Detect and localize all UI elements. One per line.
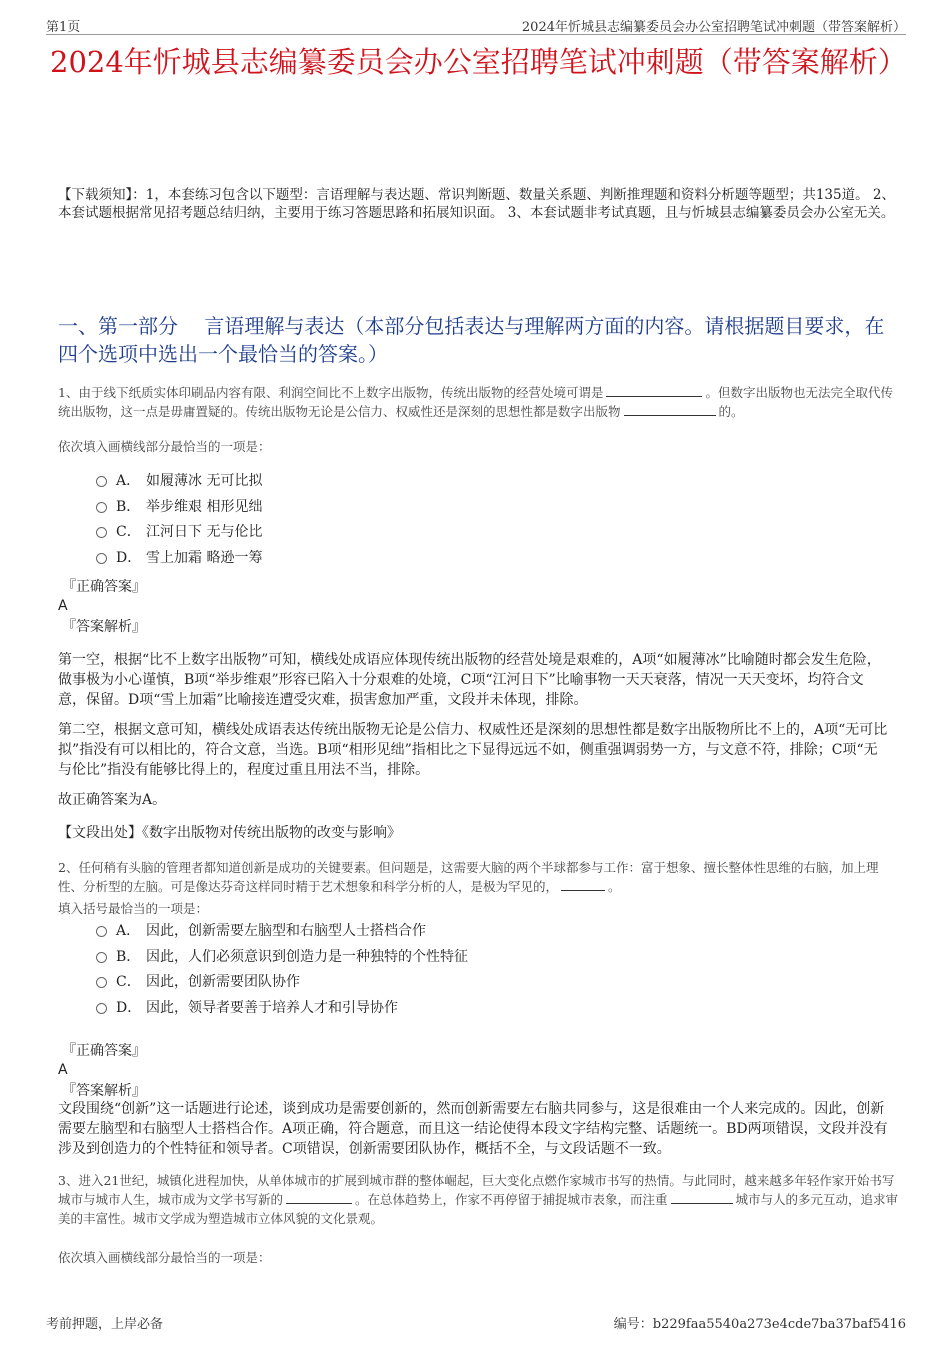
option-key: B． xyxy=(116,499,141,515)
section-heading: 一、第一部分 言语理解与表达（本部分包括表达与理解两方面的内容。请根据题目要求，在四个选项中选出一个最恰当的答案。） xyxy=(58,314,885,366)
option-text: 因此，创新需要左脑型和右脑型人士搭档合作 xyxy=(146,923,426,939)
radio-icon[interactable] xyxy=(96,952,107,963)
option-text: 如履薄冰 无可比拟 xyxy=(146,473,263,489)
blank-line xyxy=(286,1191,352,1204)
question-1-prompt: 依次填入画横线部分最恰当的一项是： xyxy=(58,439,271,454)
question-3-text xyxy=(58,1171,903,1228)
document-title: 2024年忻城县志编纂委员会办公室招聘笔试冲刺题（带答案解析） xyxy=(50,45,907,79)
radio-icon[interactable] xyxy=(96,476,107,487)
analysis-label: 『答案解析』 xyxy=(62,619,146,635)
source-citation: 【文段出处】《数字出版物对传统出版物的改变与影响》 xyxy=(58,825,401,841)
footer-slogan: 考前押题，上岸必备 xyxy=(46,1317,164,1332)
option-text: 举步维艰 相形见绌 xyxy=(146,499,263,515)
correct-answer: A xyxy=(58,1062,68,1078)
option-key: A． xyxy=(116,923,141,939)
blank-line xyxy=(624,403,716,416)
q3-text-part: 城市与人的多元互动，追求审美的丰富性。城市文学成为塑造城市立体风貌的文化景观。 xyxy=(58,1192,899,1226)
q1-text-part: 。但数字出版物也无法完全取代传统出版物，这一点是毋庸置疑的。传统出版物无论是公信力、权威性还是深刻的思想性都是数字出版物 xyxy=(58,385,893,419)
option-text: 因此，人们必须意识到创造力是一种独特的个性特征 xyxy=(146,949,468,965)
blank-line xyxy=(606,384,702,397)
option-d[interactable] xyxy=(96,998,398,1018)
download-notice: 【下载须知】：1，本套练习包含以下题型：言语理解与表达题、常识判断题、数量关系题、判断推理题和资料分析题等题型；共135道。 2、本套试题根据常见招考题总结归纳，主要用于练习答题思路和拓展知识面。 3、本套试题非考试真题，且与忻城县志编纂委员会办公室无关。 xyxy=(58,187,895,221)
option-c[interactable] xyxy=(96,972,300,992)
option-text: 因此，创新需要团队协作 xyxy=(146,974,300,990)
option-key: D． xyxy=(116,1000,142,1016)
analysis-paragraph: 第一空，根据“比不上数字出版物”可知，横线处成语应体现传统出版物的经营处境是艰难的，A项“如履薄冰”比喻随时都会发生危险，做事极为小心谨慎，B项“举步维艰”形容已陷入十分艰难的处境，C项“江河日下”比喻事物一天天衰落，情况一天天变坏，均符合文意，保留。D项“雪上加霜”比喻接连遭受灾难，损害愈加严重，文段并未体现，排除。 xyxy=(58,652,881,708)
blank-line xyxy=(671,1191,733,1204)
option-text: 因此，领导者要善于培养人才和引导协作 xyxy=(146,1000,398,1016)
option-c[interactable] xyxy=(96,522,262,542)
option-key: D． xyxy=(116,550,142,566)
analysis-paragraph: 文段围绕“创新”这一话题进行论述，谈到成功是需要创新的，然而创新需要左右脑共同参与，这是很难由一个人来完成的。因此，创新需要左脑型和右脑型人士搭档合作。A项正确，符合题意，而且这一结论使得本段文字结构完整、话题统一。BD两项错误，文段并没有涉及到创造力的个性特征和领导者。C项错误，创新需要团队协作，概括不全，与文段话题不一致。 xyxy=(58,1101,888,1157)
correct-answer: A xyxy=(58,598,68,614)
radio-icon[interactable] xyxy=(96,502,107,513)
document-id: 编号：b229faa5540a273e4cde7ba37baf5416 xyxy=(613,1317,906,1332)
radio-icon[interactable] xyxy=(96,1003,107,1014)
option-d[interactable] xyxy=(96,548,262,568)
option-a[interactable] xyxy=(96,471,262,491)
option-b[interactable] xyxy=(96,947,468,967)
option-b[interactable] xyxy=(96,497,262,517)
answer-label: 『正确答案』 xyxy=(62,1043,146,1059)
blank-line xyxy=(561,878,605,891)
radio-icon[interactable] xyxy=(96,527,107,538)
radio-icon[interactable] xyxy=(96,926,107,937)
question-2-text xyxy=(58,858,903,896)
option-key: C． xyxy=(116,524,141,540)
answer-label: 『正确答案』 xyxy=(62,579,146,595)
option-key: C． xyxy=(116,974,141,990)
q2-text-part: 。 xyxy=(608,879,621,894)
option-key: A． xyxy=(116,473,141,489)
page-number: 第1页 xyxy=(46,20,81,35)
option-text: 雪上加霜 略逊一筹 xyxy=(146,550,263,566)
q2-text-part: 2、任何稍有头脑的管理者都知道创新是成功的关键要素。但问题是，这需要大脑的两个半球都参与工作：富于想象、擅长整体性思维的右脑，加上理性、分析型的左脑。可是像达芬奇这样同时精于艺术想象和科学分析的人，是极为罕见的， xyxy=(58,860,879,894)
option-key: B． xyxy=(116,949,141,965)
q1-text-part: 1、由于线下纸质实体印刷品内容有限、利润空间比不上数字出版物，传统出版物的经营处境可谓是 xyxy=(58,385,604,400)
q1-text-part: 的。 xyxy=(718,404,744,419)
page-footer xyxy=(46,1313,906,1332)
question-1-text xyxy=(58,383,903,421)
analysis-paragraph: 第二空，根据文意可知，横线处成语表达传统出版物无论是公信力、权威性还是深刻的思想性都是数字出版物所比不上的，A项“无可比拟”指没有可以相比的，符合文意，当选。B项“相形见绌”指相比之下显得远远不如，侧重强调弱势一方，与文意不符，排除；C项“无与伦比”指没有能够比得上的，程度过重且用法不当，排除。 xyxy=(58,722,888,778)
question-2-prompt: 填入括号最恰当的一项是： xyxy=(58,901,209,916)
radio-icon[interactable] xyxy=(96,977,107,988)
option-a[interactable] xyxy=(96,921,426,941)
analysis-label: 『答案解析』 xyxy=(62,1083,146,1099)
option-text: 江河日下 无与伦比 xyxy=(146,524,263,540)
question-3-prompt: 依次填入画横线部分最恰当的一项是： xyxy=(58,1250,271,1265)
q3-text-part: 。在总体趋势上，作家不再停留于捕捉城市表象，而注重 xyxy=(355,1192,668,1207)
q3-text-part: 3、进入21世纪，城镇化进程加快，从单体城市的扩展到城市群的整体崛起，巨大变化点燃作家城市书写的热情。与此同时，越来越多年轻作家开始书写城市与城市人生，城市成为文学书写新的 xyxy=(58,1173,895,1207)
radio-icon[interactable] xyxy=(96,553,107,564)
analysis-conclusion: 故正确答案为A。 xyxy=(58,792,167,808)
header-title: 2024年忻城县志编纂委员会办公室招聘笔试冲刺题（带答案解析） xyxy=(521,20,906,35)
page-header xyxy=(46,14,906,35)
